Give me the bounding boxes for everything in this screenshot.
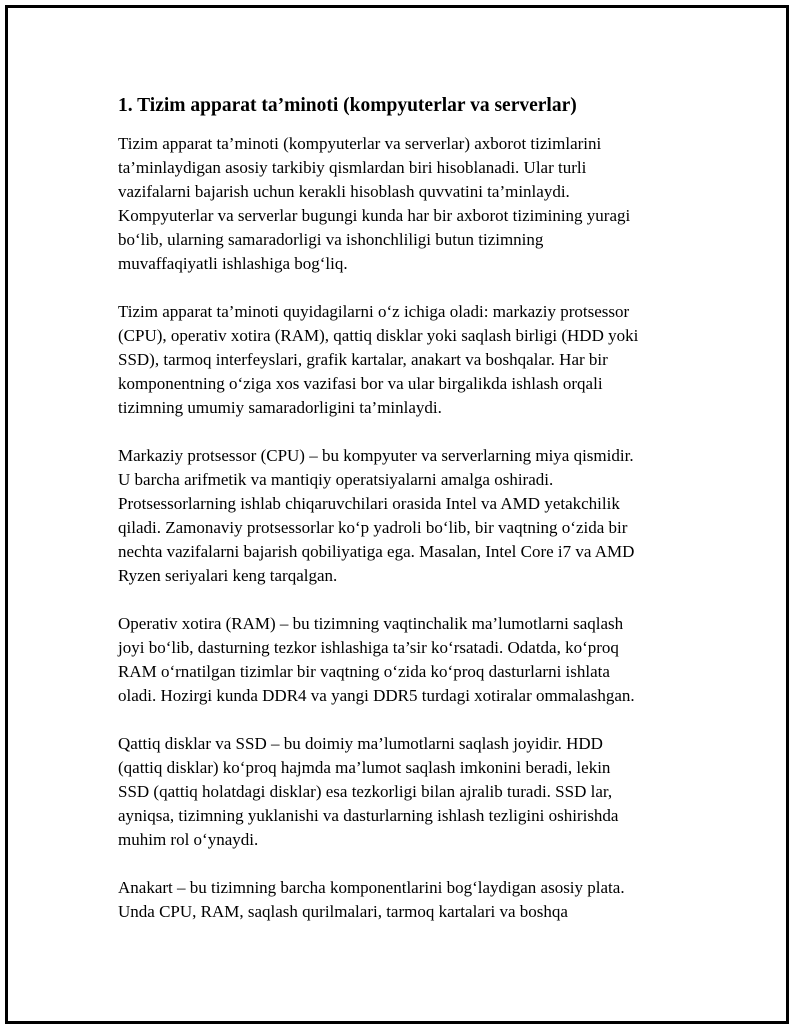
paragraph-storage: Qattiq disklar va SSD – bu doimiy ma’lumotlarni saqlash joyidir. HDD (qattiq disklar) ko‘proq hajmda ma’lumot saqlash imkonini beradi, lekin SSD (qattiq holatdagi disklar) esa tezkorligi bilan ajralib turadi. SSD lar, ayniqsa, tizimning yuklanishi va dasturlarning ishlash tezligini oshirishda muhim rol o‘ynaydi. [118, 734, 619, 849]
paragraph-cpu: Markaziy protsessor (CPU) – bu kompyuter va serverlarning miya qismidir. U barcha arifmetik va mantiqiy operatsiyalarni amalga oshiradi. Protsessorlarning ishlab chiqaruvchilari orasida Intel va AMD yetakchilik qiladi. Zamonaviy protsessorlar ko‘p yadroli bo‘lib, bir vaqtning o‘zida bir nechta vazifalarni bajarish qobiliyatiga ega. Masalan, Intel Core i7 va AMD Ryzen seriyalari keng tarqalgan. [118, 446, 635, 585]
paragraph-components: Tizim apparat ta’minoti quyidagilarni o‘z ichiga oladi: markaziy protsessor (CPU), operativ xotira (RAM), qattiq disklar yoki saqlash birligi (HDD yoki SSD), tarmoq interfeyslari, grafik kartalar, anakart va boshqalar. Har bir komponentning o‘ziga xos vazifasi bor va ular birgalikda ishlash orqali tizimning umumiy samaradorligini ta’minlaydi. [118, 302, 639, 417]
section-heading: 1. Tizim apparat ta’minoti (kompyuterlar va serverlar) [118, 95, 577, 116]
paragraph-motherboard: Anakart – bu tizimning barcha komponentlarini bog‘laydigan asosiy plata. Unda CPU, RAM, saqlash qurilmalari, tarmoq kartalari va boshqa [118, 878, 625, 921]
paragraph-intro: Tizim apparat ta’minoti (kompyuterlar va serverlar) axborot tizimlarini ta’minlaydigan asosiy tarkibiy qismlardan biri hisoblanadi. Ular turli vazifalarni bajarish uchun kerakli hisoblash quvvatini ta’minlaydi. Kompyuterlar va serverlar bugungi kunda har bir axborot tizimining yuragi bo‘lib, ularning samaradorligi va ishonchliligi butun tizimning muvaffaqiyatli ishlashiga bog‘liq. [118, 134, 631, 273]
document-body [118, 94, 698, 948]
paragraph-ram: Operativ xotira (RAM) – bu tizimning vaqtinchalik ma’lumotlarni saqlash joyi bo‘lib, dasturning tezkor ishlashiga ta’sir ko‘rsatadi. Odatda, ko‘proq RAM o‘rnatilgan tizimlar bir vaqtning o‘zida ko‘proq dasturlarni ishlata oladi. Hozirgi kunda DDR4 va yangi DDR5 turdagi xotiralar ommalashgan. [118, 614, 635, 705]
